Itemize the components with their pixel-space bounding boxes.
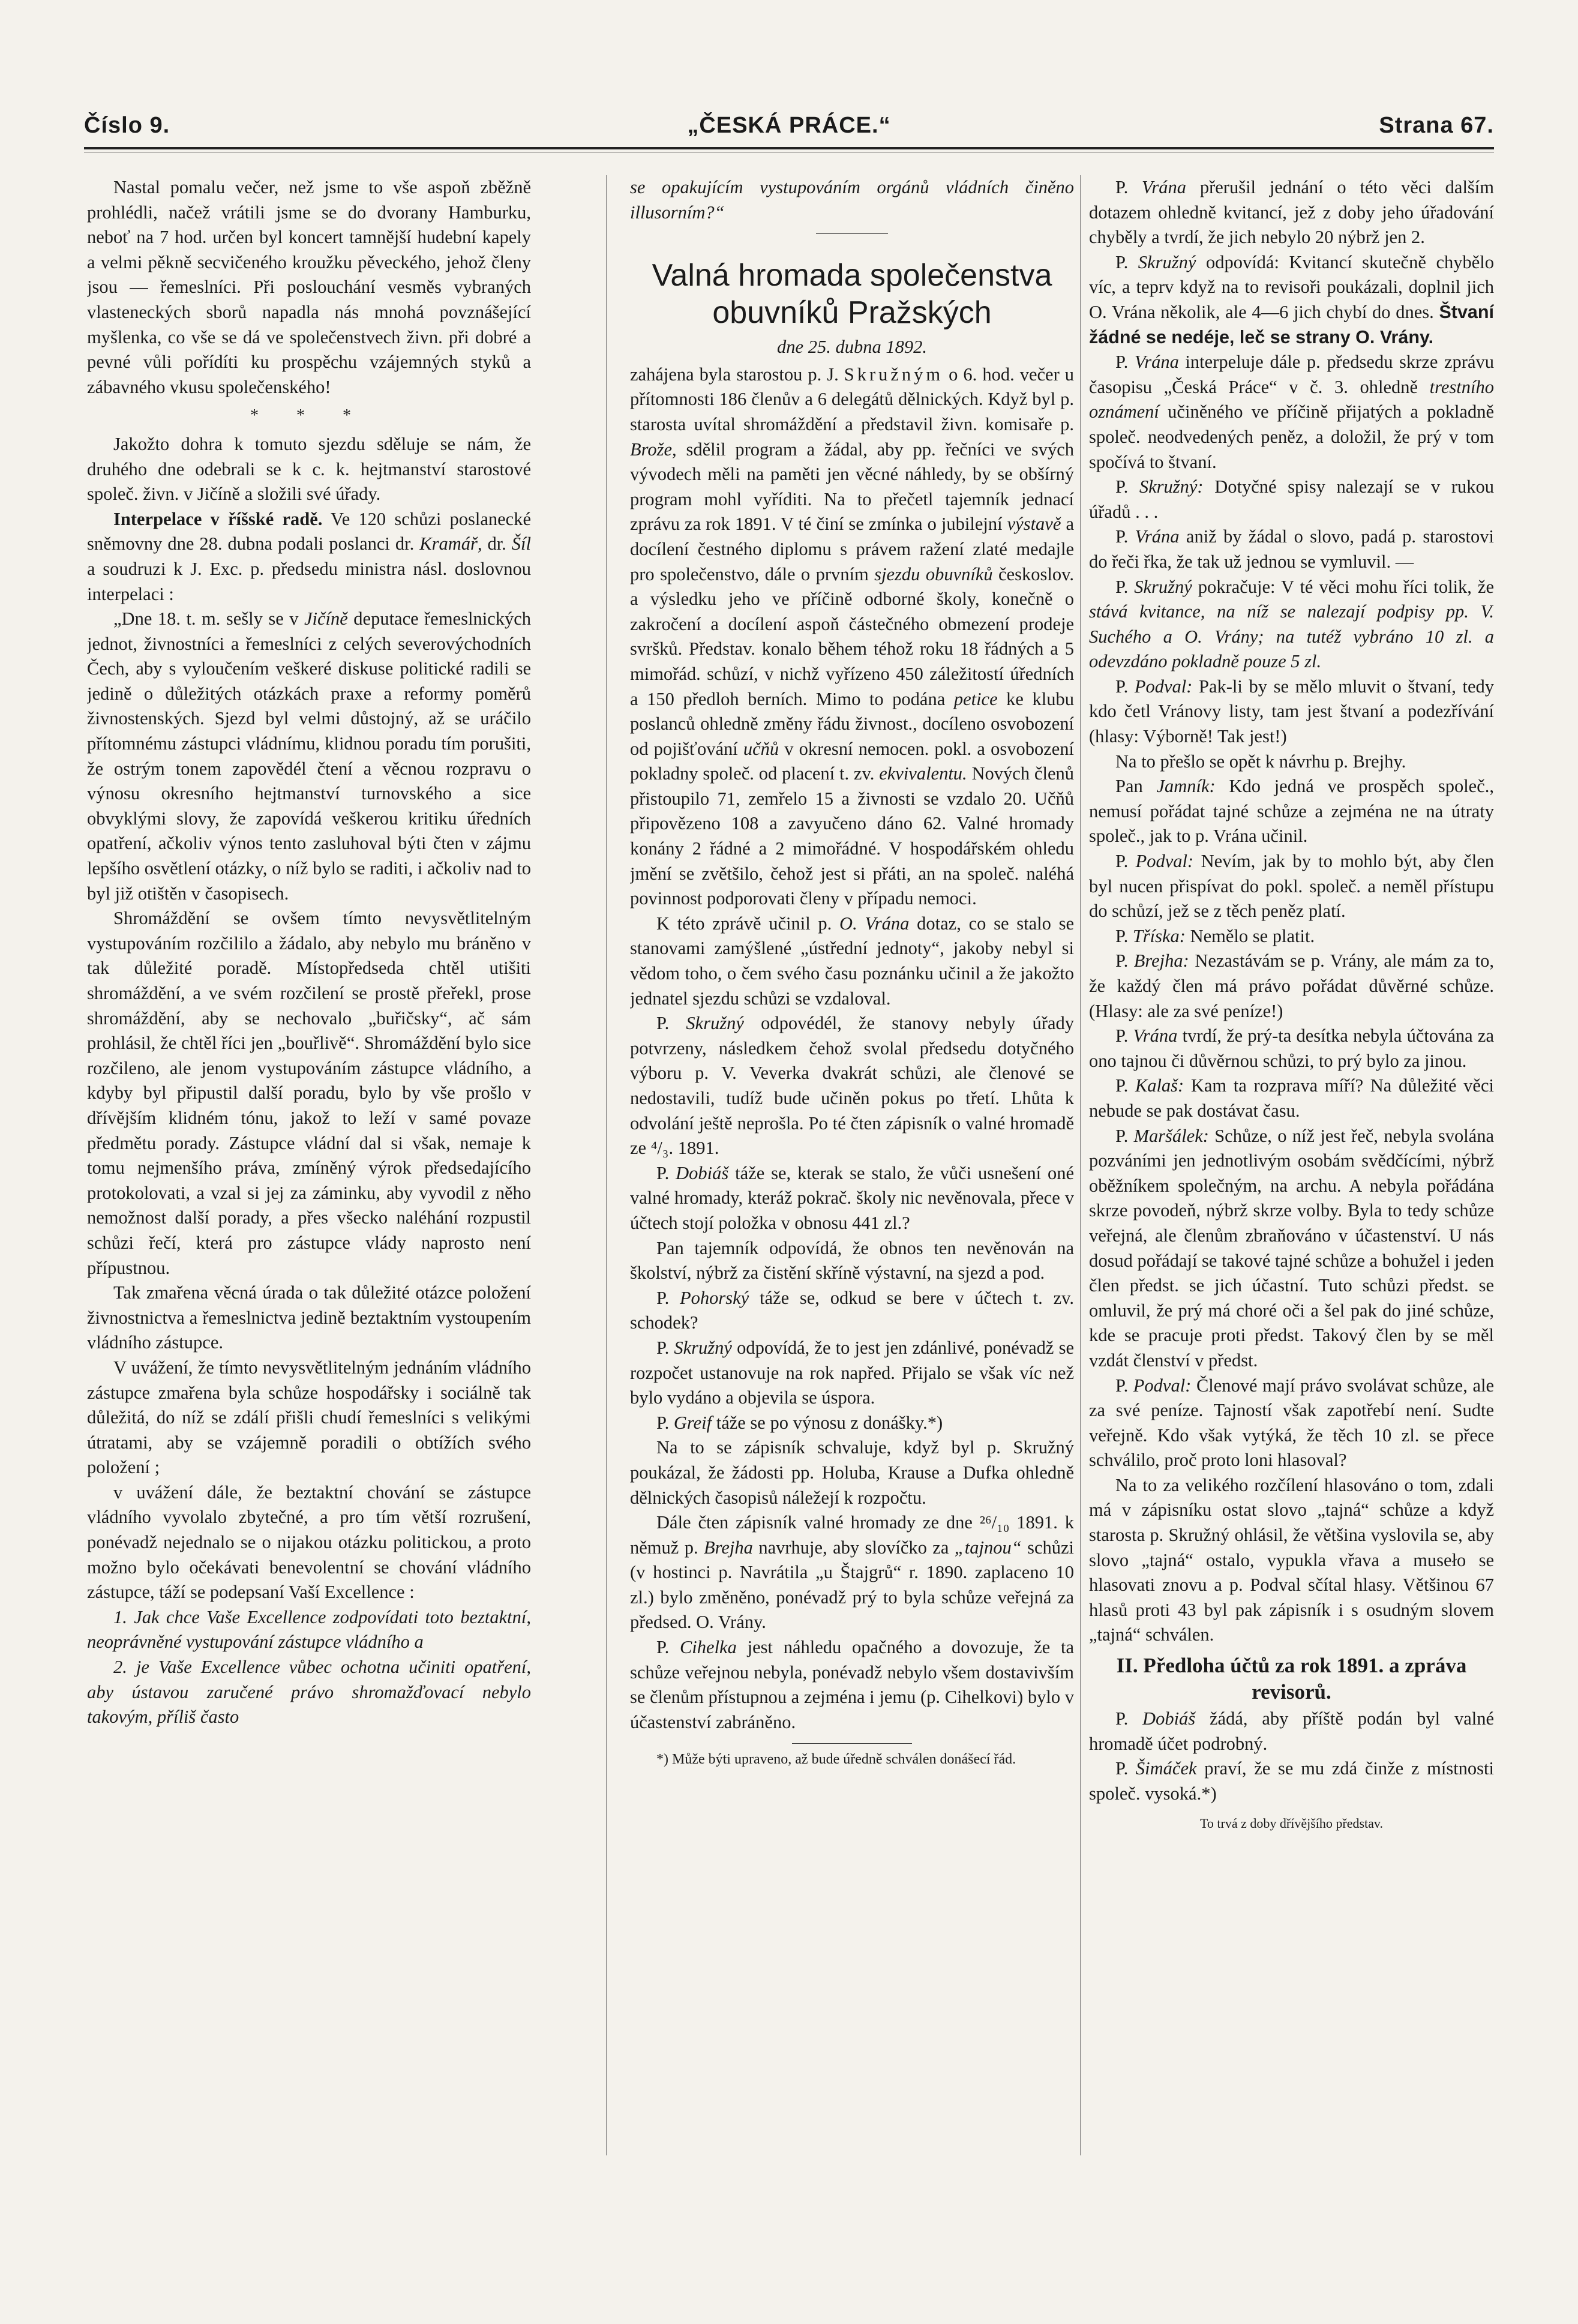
paragraph: se opakujícím vystupováním orgánů vládních činěno illusorním?“: [630, 177, 1074, 223]
article-date: dne 25. dubna 1892.: [777, 337, 927, 358]
column-2: [630, 175, 1074, 2293]
section-heading: II. Předloha účtů za rok 1891. a zpráva revisorů.: [1116, 1654, 1467, 1704]
paragraph: P. Skružný odpovédél, že stanovy nebyly úřady potvrzeny, následkem čehož svolal předsedu dotyčného výboru p. V. Veverka dvakrát schůzi, ale členové se nedostavili, tudíž bude učiněn pokus po třetí. Lhůta k odvolání ještě neprošla. Po té čten zápisník o valné hromadě ze ⁴/₃. 1891.: [630, 1013, 1074, 1159]
paragraph: V uvážení, že tímto nevysvětlitelným jednáním vládního zástupce zmařena byla schůze hospodářsky i sociálně tak důležitá, do níž se zdálí přišli chudí řemeslníci s velikými útratami, aby se vzájemně poradili o obtížích svého položení ;: [87, 1357, 531, 1478]
paragraph: Pan Jamník: Kdo jedná ve prospěch společ., nemusí pořádat tajné schůze a zejména ne na útraty společ., jak to p. Vrána učinil.: [1089, 776, 1494, 847]
paragraph: Na to se zápisník schvaluje, když byl p. Skružný poukázal, že žádosti pp. Holuba, Krause a Dufka ohledně dělnických časopisů náležejí k rozpočtu.: [630, 1437, 1074, 1508]
column-divider: [606, 175, 607, 2155]
column-divider: [1080, 175, 1081, 2155]
paragraph: Tak zmařena věcná úrada o tak důležité otázce položení živnostnictva a řemeslnictva jedině beztaktním vystoupením vládního zástupce.: [87, 1282, 531, 1353]
paragraph: Nastal pomalu večer, než jsme to vše aspoň zběžně prohlédli, načež vrátili jsme se do dvorany Hamburku, neboť na 7 hod. určen byl koncert tamnější hudební kapely a velmi pěkně secvičeného kroužku pěveckého, jehož členy jsou — řemeslníci. Při poslouchání vesměs vybraných vlasteneckých sborů napadla nás mnohá povznášející myšlenka, co vše se dá ve společenstvech živn. při dobré a pevné vůli pořídíti ku prospěchu vzájemných styků a zábavného vkusu společenského!: [87, 177, 531, 397]
paragraph: P. Vrána aniž by žádal o slovo, padá p. starostovi do řeči řka, že tak už jednou se vymluvil. —: [1089, 526, 1494, 572]
page-number: Strana 67.: [1379, 113, 1494, 138]
paragraph: P. Šimáček praví, že se mu zdá činže z místnosti společ. vysoká.*): [1089, 1758, 1494, 1804]
paragraph: P. Skružný pokračuje: V té věci mohu říci tolik, že stává kvitance, na níž se nalezají podpisy pp. V. Suchého a O. Vrány; na tutéž vybráno 10 zl. a odevzdáno pokladně pouze 5 zl.: [1089, 576, 1494, 672]
paragraph: P. Vrána tvrdí, že prý-ta desítka nebyla účtována za ono tajnou či důvěrnou schůzi, to prý bylo za jinou.: [1089, 1025, 1494, 1071]
paragraph: Na to přešlo se opět k návrhu p. Brejhy.: [1115, 751, 1406, 772]
page-header: [84, 113, 1494, 149]
paragraph: P. Cihelka jest náhledu opačného a dovozuje, že ta schůze veřejnou nebyla, ponévadž nebylo všem dostavivším se členům přístupnou a zejména i jemu (p. Cihelkovi) bylo v účastenství zabráněno.: [630, 1637, 1074, 1732]
header-rule-thick: [84, 147, 1494, 149]
article-heading: Valná hromada společenstva obuvníků Pražských: [652, 258, 1052, 331]
newspaper-title: „ČESKÁ PRÁCE.“: [687, 113, 891, 138]
paragraph: P. Podval: Pak-li by se mělo mluvit o štvaní, tedy kdo četl Vránovy listy, tam jest štvaní a podezřívání (hlasy: Výborně! Tak jest!): [1089, 676, 1494, 747]
column-1: [87, 175, 531, 2293]
section-lead: Interpelace v říšské radě.: [113, 508, 323, 529]
interpellation-intro: Interpelace v říšské radě. Ve 120 schůzi poslanecké sněmovny dne 28. dubna podali poslanci dr. Kramář, dr. Šíl a soudruzi k J. Exc. p. předsedu ministra násl. doslovnou interpelaci :: [87, 508, 531, 604]
footnote-trail: To trvá z doby dřívějšího představ.: [1200, 1816, 1383, 1831]
footnote: *) Může býti upraveno, až bude úředně schválen donášecí řád.: [656, 1752, 1016, 1768]
paragraph: P. Skružný odpovídá: Kvitancí skutečně chybělo víc, a teprv když na to revisoři poukázali, doplnil jich O. Vrána několik, ale 4—6 jich chybí do dnes. Štvaní žádné se nedéje, leč se strany O. Vrány.: [1089, 251, 1494, 347]
question-1: 1. Jak chce Vaše Excellence zodpovídati toto beztaktní, neoprávněné vystupování zástupce vládního a: [87, 1606, 531, 1653]
paragraph: P. Vrána přerušil jednání o této věci dalším dotazem ohledně kvitancí, jež z doby jeho úřadování chyběly a tvrdí, že jich nebylo 20 nýbrž jen 2.: [1089, 177, 1494, 248]
paragraph: „Dne 18. t. m. sešly se v Jičíně deputace řemeslnických jednot, živnostníci a řemeslníci z celých severovýchodních Čech, aby s vyloučením veškeré diskuse politické radili se jedině o důležitých otázkách praxe a reformy poměrů živnostenských. Sjezd byl velmi důstojný, až se uráčilo přítomnému zástupci vládnímu, klidnou poradu tím porušiti, že ostrým tonem zapovědél čtení a věcnou rozpravu o výnosu okresního hejtmanství turnovského a sice obvyklými slovy, že zapovídá veškerou kritiku úředních opatření, ačkoliv výnos tento zasluhoval býti čten v zájmu lepšího osvětlení otázky, o níž bylo se raditi, i ačkoliv nad to byl již otištěn v časopisech.: [87, 608, 531, 904]
paragraph: P. Vrána interpeluje dále p. předsedu skrze zprávu časopisu „Česká Práce“ v č. 3. ohledně trestního oznámení učiněného ve příčině přijatých a pokladně společ. neodvedených peněz, a doložil, že prý v tom spočívá to štvaní.: [1089, 352, 1494, 472]
column-3: [1089, 175, 1494, 2293]
paragraph: P. Pohorský táže se, odkud se bere v účtech t. zv. schodek?: [630, 1287, 1074, 1333]
paragraph: zahájena byla starostou p. J. Skružným o 6. hod. večer u přítomnosti 186 členův a 6 delegátů dělnických. Když byl p. starosta uvítal shromáždění a představil živn. komisaře p. Brože, sdělil program a žádal, aby pp. řečníci ve svých vývodech měli na paměti jen věcné náhledy, by se obšírný program mohl vyříditi. Na to přečetl tajemník jednací zprávu za rok 1891. V té činí se zmínka o jubilejní výstavě a docílení čestného diplomu s právem ražení zlaté medajle pro společenstvo, dále o prvním sjezdu obuvníků českoslov. a výsledku jeho ve příčině odborné školy, konečně o zakročení a docílení aspoň částečného obmezení prodeje svršků. Představ. konalo během téhož roku 18 řádných a 5 mimořád. schůzí, v nichž vyřízeno 450 záležitostí úředních a 150 předloh berních. Mimo to podána petice ke klubu poslanců ohledně změny řádu živnost., docíleno osvobození od pojišťování učňů v okresní nemocen. pokl. a osvobození pokladny společ. od placení t. zv. ekvivalentu. Nových členů přistoupilo 71, zemřelo 15 a živnosti se vzdalo 20. Učňů připovězeno 108 a zavyučeno dáno 62. Valné hromady konány 2 řádné a 2 mimořádné. V hospodářském ohledu jmění se zvětšilo, čehož jest si přáti, an na společ. naléhá povinnost podporovati členy v případu nemoci.: [630, 364, 1074, 909]
paragraph: P. Greif táže se po výnosu z donášky.*): [656, 1412, 943, 1433]
paragraph: P. Skružný odpovídá, že to jest jen zdánlivé, ponévadž se rozpočet ustanovuje na rok napřed. Přijalo se však víc než bylo vydáno a objevila se úspora.: [630, 1337, 1074, 1408]
paragraph: P. Dobiáš táže se, kterak se stalo, že vůči usnešení oné valné hromady, kteráž pokrač. školy nic nevěnovala, přece v účtech stojí položka v obnosu 441 zl.?: [630, 1162, 1074, 1233]
paragraph: P. Skružný: Dotyčné spisy nalezají se v rukou úřadů . . .: [1089, 476, 1494, 522]
asterism: * * *: [250, 406, 368, 425]
paragraph: Na to za velikého rozčílení hlasováno o tom, zdali má v zápisníku ostat slovo „tajná“ schůze a když starosta p. Skružný ohlásil, že většina vyslovila se, aby slovo „tajná“ ostalo, vypukla vřava a museło se hlasovati znovu a p. Podval sčítal hlasy. Většinou 67 hlasů proti 43 byl pak zápisník i s osudným slovem „tajná“ schválen.: [1089, 1474, 1494, 1645]
paragraph: Shromáždění se ovšem tímto nevysvětlitelným vystupováním rozčililo a žádalo, aby nebylo mu bráněno v tak důležité poradě. Místopředseda chtěl utišiti shromáždění, a ve svém rozčilení se prostě přeřekl, prose shromáždění, aby se nechovalo „buřičsky“, ač sám prohlásil, že chtěl říci jen „bouřlivě“. Shromáždění bylo sice rozčileno, ale jenom vystupováním zástupce vládního, a kdyby byl připustil další poradu, bylo by vše prošlo v dřívějším klidném tónu, jakož to leží v samé povaze předmětu porady. Zástupce vládní dal si však, nemaje k tomu nejmenšího práva, zmíněný výrok předsedajícího protokolovati, a vzal si jej za záminku, aby vyvodil z něho nemožnost další porady, a přes všecko naléhání rozpustil schůzi řečí, která pro zástupce vlády naprosto není přípustnou.: [87, 908, 531, 1278]
issue-number: Číslo 9.: [84, 113, 170, 138]
paragraph: v uvážení dále, že beztaktní chování se zástupce vládního vyvolalo zbytečné, a pro tím větší rozrušení, ponévadž nejednalo se o nijakou otázku politickou, a proto možno bylo očekávati benevolentní se chování vládního zástupce, táží se podepsaní Vaší Excellence :: [87, 1482, 531, 1603]
paragraph: P. Tříska: Nemělo se platit.: [1115, 925, 1315, 946]
separator-rule: [816, 233, 888, 234]
paragraph: P. Podval: Nevím, jak by to mohlo být, aby člen byl nucen přispívat do pokl. společ. a neměl přístupu do schůzí, jež se z těch peněz platí.: [1089, 851, 1494, 922]
paragraph: K této zprávě učinil p. O. Vrána dotaz, co se stalo se stanovami zamýšlené „ústřední jednoty“, jakoby nebyl si vědom toho, o čem svého času poznánku učinil a že jakožto jednatel sjezdu schůzi se vzdaloval.: [630, 913, 1074, 1009]
paragraph: P. Podval: Členové mají právo svolávat schůze, ale za své peníze. Tajností však zapotřebí není. Sudte veřejně. Kdo však vytýká, že těch 10 zl. se přece schválilo, proč proto loni hlasoval?: [1089, 1375, 1494, 1471]
paragraph: P. Brejha: Nezastávám se p. Vrány, ale mám za to, že každý člen má právo pořádat důvěrné schůze. (Hlasy: ale za své peníze!): [1089, 950, 1494, 1021]
footnote-rule: [792, 1743, 912, 1744]
paragraph: Dále čten zápisník valné hromady ze dne ²⁶/₁₀ 1891. k němuž p. Brejha navrhuje, aby slovíčko za „tajnou“ schůzi (v hostinci p. Navrátila „u Štajgrů“ r. 1890. zaplaceno 10 zl.) bylo změněno, ponévadž prý to byla schůze veřejná za předsed. O. Vrány.: [630, 1512, 1074, 1633]
paragraph: Jakožto dohra k tomuto sjezdu sděluje se nám, že druhého dne odebrali se k c. k. hejtmanství starostové společ. živn. v Jičíně a složili své úřady.: [87, 433, 531, 505]
paragraph: P. Maršálek: Schůze, o níž jest řeč, nebyla svolána pozváními jen jednotlivým osobám svědčícími, nýbrž oběžníkem společným, na archu. A nebyla pořádána skrze povodeň, nýbrž skrze volby. Byla to tedy schůze veřejná, ale členům zbraňováno v účastenství. U nás dosud pořádají se takové tajné schůze a bohužel i jeden člen předst. se jich účastní. Tuto schůzi předst. se omluvil, že prý má choré oči a šel pak do jiné schůze, kde se pracuje proti předst. Takový člen by se měl vzdát členství v předst.: [1089, 1125, 1494, 1371]
paragraph: Pan tajemník odpovídá, že obnos ten nevěnován na školství, nýbrž za čistění skříně výstavní, na sjezd a pod.: [630, 1237, 1074, 1284]
paragraph: P. Kalaš: Kam ta rozprava míří? Na důležité věci nebude se pak dostávat času.: [1089, 1075, 1494, 1121]
question-2: 2. je Vaše Excellence vůbec ochotna učiniti opatření, aby ústavou zaručené právo shromažďovací nebylo takovým, příliš často: [87, 1657, 531, 1728]
paragraph: P. Dobiáš žádá, aby příště podán byl valné hromadě účet podrobný.: [1089, 1708, 1494, 1754]
